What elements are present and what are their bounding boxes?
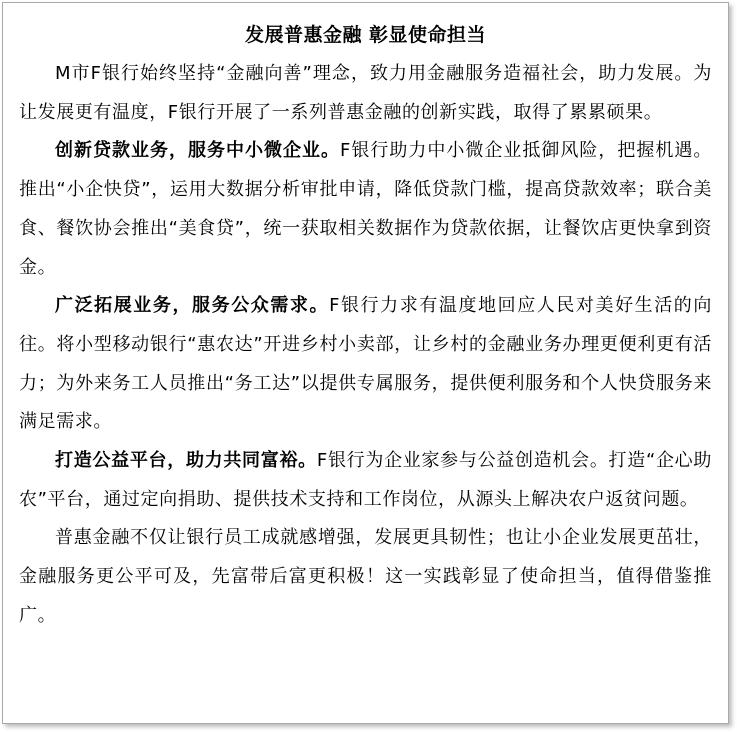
article-title: 发展普惠金融 彰显使命担当 bbox=[244, 24, 487, 46]
paragraph-intro bbox=[19, 55, 712, 132]
article-body bbox=[3, 47, 728, 636]
paragraph-lead: 创新贷款业务，服务中小微企业。 bbox=[55, 140, 341, 162]
paragraph-lead: 打造公益平台，助力共同富裕。 bbox=[55, 450, 317, 472]
article-frame bbox=[2, 2, 729, 724]
paragraph-public-services bbox=[19, 287, 712, 442]
paragraph-lead: 广泛拓展业务，服务公众需求。 bbox=[55, 295, 330, 317]
paragraph-text: F银行力求有温度地回应人民对美好生活的向往。将小型移动银行“惠农达”开进乡村小卖部，让乡村的金融业务办理更便利更有活力；为外来务工人员推出“务工达”以提供专属服务，提供便利服务和个人快贷服务来满足需求。 bbox=[19, 295, 712, 433]
paragraph-text: 普惠金融不仅让银行员工成就感增强，发展更具韧性；也让小企业发展更茁壮，金融服务更公平可及，先富带后富更积极！这一实践彰显了使命担当，值得借鉴推广。 bbox=[19, 527, 712, 626]
paragraph-text: F银行助力中小微企业抵御风险，把握机遇。推出“小企快贷”，运用大数据分析审批申请，降低贷款门槛，提高贷款效率；联合美食、餐饮协会推出“美食贷”，统一获取相关数据作为贷款依据，让餐饮店更快拿到资金。 bbox=[19, 140, 713, 278]
paragraph-text: M市F银行始终坚持“金融向善”理念，致力用金融服务造福社会，助力发展。为让发展更有温度，F银行开展了一系列普惠金融的创新实践，取得了累累硕果。 bbox=[19, 63, 712, 123]
paragraph-charity bbox=[19, 442, 712, 519]
paragraph-conclusion bbox=[19, 519, 712, 635]
paragraph-loans bbox=[19, 132, 712, 287]
paragraph-text: F银行为企业家参与公益创造机会。打造“企心助农”平台，通过定向捐助、提供技术支持和工作岗位，从源头上解决农户返贫问题。 bbox=[19, 450, 712, 510]
